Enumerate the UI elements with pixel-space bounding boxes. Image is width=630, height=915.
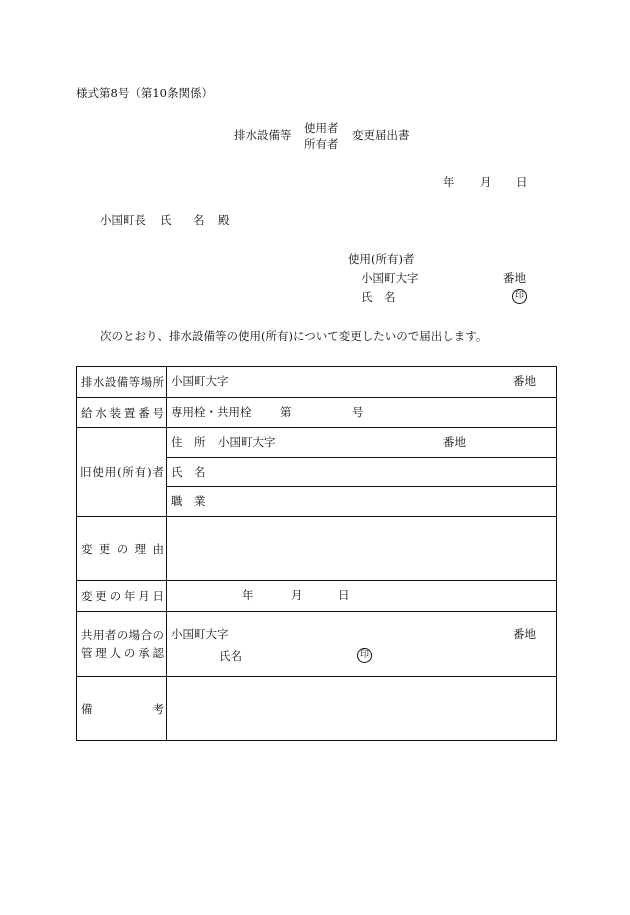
cell-manager-approval[interactable] — [167, 612, 557, 677]
cell-change-date[interactable] — [167, 581, 557, 612]
former-address-prefix[interactable]: 小国町大字 — [218, 435, 276, 449]
manager-address-prefix: 小国町大字 — [171, 627, 229, 641]
change-date-year: 年 — [242, 588, 254, 602]
form-table — [76, 366, 557, 741]
label-manager-approval — [77, 612, 167, 677]
former-user-divider-2 — [167, 486, 556, 487]
change-date-day: 日 — [338, 588, 350, 602]
cell-remarks[interactable] — [167, 677, 557, 741]
addressee-mei: 名 — [193, 213, 205, 227]
label-remarks: 備考 — [77, 677, 167, 741]
label-change-date: 変更の年月日 — [77, 581, 167, 612]
former-user-divider-1 — [167, 457, 556, 458]
label-former-user: 旧使用(所有)者 — [77, 428, 167, 517]
change-date-month: 月 — [291, 588, 303, 602]
manager-seal-icon: 印 — [357, 648, 372, 663]
drainage-address-prefix: 小国町大字 — [171, 374, 229, 388]
cell-change-reason[interactable] — [167, 517, 557, 581]
label-drainage-location: 排水設備等場所 — [77, 367, 167, 398]
label-manager-approval-line2: 管理人の承認 — [81, 646, 164, 660]
water-supply-dai: 第 — [280, 405, 292, 419]
addressee-shi: 氏 — [160, 213, 172, 227]
title-stack-top: 使用者 — [304, 121, 339, 135]
form-number: 様式第8号（第10条関係） — [76, 86, 213, 100]
applicant-seal-icon: 印 — [512, 289, 527, 304]
addressee-town-head: 小国町長 — [100, 213, 146, 227]
row-remarks — [77, 677, 557, 741]
manager-name-label: 氏名 — [219, 649, 242, 663]
drainage-address-suffix: 番地 — [513, 374, 536, 388]
former-name-label[interactable]: 氏 名 — [171, 465, 206, 479]
manager-address-suffix: 番地 — [513, 627, 536, 641]
cell-water-supply-number[interactable] — [167, 398, 557, 428]
label-manager-approval-line1: 共用者の場合の — [81, 628, 164, 642]
applicant-heading: 使用(所有)者 — [348, 252, 415, 266]
addressee-dono: 殿 — [218, 213, 230, 227]
former-address-suffix: 番地 — [443, 435, 466, 449]
row-water-supply-number — [77, 398, 557, 428]
label-water-supply-number: 給水装置番号 — [77, 398, 167, 428]
row-drainage-location — [77, 367, 557, 398]
label-change-reason: 変更の理由 — [77, 517, 167, 581]
applicant-address-prefix: 小国町大字 — [361, 271, 419, 285]
cell-former-user — [167, 428, 557, 517]
applicant-address-suffix: 番地 — [503, 271, 526, 285]
row-former-user — [77, 428, 557, 517]
applicant-name-label: 氏 名 — [361, 290, 396, 304]
title-left: 排水設備等 — [234, 128, 292, 142]
cell-drainage-location[interactable] — [167, 367, 557, 398]
date-day: 日 — [516, 175, 528, 189]
date-month: 月 — [480, 175, 492, 189]
water-supply-type: 専用栓・共用栓 — [171, 405, 252, 419]
date-year: 年 — [443, 175, 455, 189]
row-manager-approval — [77, 612, 557, 677]
water-supply-go: 号 — [352, 405, 364, 419]
title-stack-bottom: 所有者 — [304, 137, 339, 151]
title-right: 変更届出書 — [352, 128, 410, 142]
statement: 次のとおり、排水設備等の使用(所有)について変更したいので届出します。 — [100, 329, 488, 343]
former-occupation-label[interactable]: 職 業 — [171, 494, 206, 508]
row-change-date — [77, 581, 557, 612]
row-change-reason — [77, 517, 557, 581]
former-address-label: 住 所 — [171, 435, 206, 449]
